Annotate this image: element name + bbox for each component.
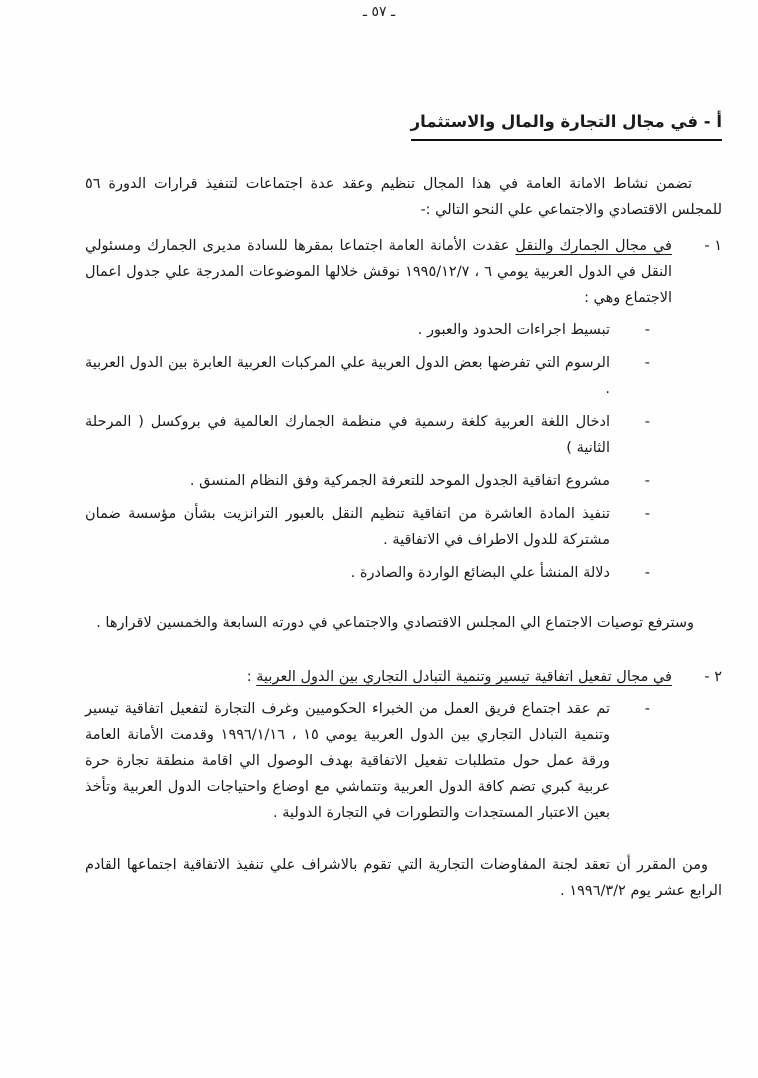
section-2-number: ٢ - — [704, 669, 722, 685]
item-text: تم عقد اجتماع فريق العمل من الخبراء الحكوميين وغرف التجارة لتفعيل اتفاقية تيسير وتنمية التبادل التجاري بين الدول العربية يومي ١٥ ، ١٩٩٦/١/١٦ وقدمت الأمانة العامة ورقة عمل حول متطلبات تفعيل الاتفاقية بهدف الوصول الي اقامة منطقة تجارة حرة عربية كبري تضم كافة الدول العربية وتتماشي مع اوضاع واحتياجات الدول العربية وتأخذ بعين الاعتبار المستجدات والتطورات في التجارة الدولية . — [85, 701, 610, 821]
item-text: دلالة المنشأ علي البضائع الواردة والصادرة . — [350, 565, 610, 581]
section-2-items — [85, 696, 722, 826]
list-item — [85, 560, 650, 586]
section-1-heading-underlined: في مجال الجمارك والنقل — [515, 238, 672, 254]
item-dash: - — [644, 414, 650, 430]
section-2-heading — [85, 664, 672, 690]
closing-paragraph: ومن المقرر أن تعقد لجنة المفاوضات التجارية التي تقوم بالاشراف علي تنفيذ الاتفاقية اجتماعها القادم الرابع عشر يوم ١٩٩٦/٣/٢ . — [85, 857, 722, 899]
item-dash: - — [644, 355, 650, 371]
section-2-heading-underlined: في مجال تفعيل اتفاقية تيسير وتنمية التبادل التجاري بين الدول العربية — [256, 669, 672, 685]
section-1-items — [85, 317, 722, 586]
list-item — [85, 468, 650, 494]
item-dash: - — [644, 473, 650, 489]
section-1-head — [85, 233, 722, 311]
list-item — [85, 696, 650, 826]
section-trade-agreement — [85, 664, 722, 826]
list-item — [85, 317, 650, 343]
page-number: ـ ٥٧ ـ — [362, 4, 396, 20]
item-dash: - — [644, 506, 650, 522]
item-text: تنفيذ المادة العاشرة من اتفاقية تنظيم النقل بالعبور الترانزيت بشأن مؤسسة ضمان مشتركة للدول الاطراف في الاتفاقية . — [85, 506, 610, 548]
intro-paragraph: تضمن نشاط الامانة العامة في هذا المجال تنظيم وعقد عدة اجتماعات لتنفيذ قرارات الدورة ٥٦ للمجلس الاقتصادي والاجتماعي علي النحو التالي :- — [85, 176, 722, 218]
item-text: الرسوم التي تفرضها بعض الدول العربية علي المركبات العربية العابرة بين الدول العربية . — [85, 355, 610, 397]
list-item — [85, 501, 650, 553]
list-item — [85, 409, 650, 461]
item-dash: - — [644, 565, 650, 581]
item-dash: - — [644, 322, 650, 338]
item-text: مشروع اتفاقية الجدول الموحد للتعرفة الجمركية وفق النظام المنسق . — [189, 473, 610, 489]
list-item — [85, 350, 650, 402]
item-dash: - — [644, 701, 650, 717]
item-text: ادخال اللغة العربية كلغة رسمية في منظمة الجمارك العالمية في بروكسل ( المرحلة الثانية ) — [85, 414, 610, 456]
document-content — [0, 20, 758, 904]
section-2-head — [85, 664, 722, 690]
section-a-header-wrap — [85, 112, 722, 141]
section-2-heading-rest: : — [246, 669, 257, 685]
item-text: تبسيط اجراءات الحدود والعبور . — [417, 322, 610, 338]
section-1-footer-paragraph: وسترفع توصيات الاجتماع الي المجلس الاقتصادي والاجتماعي في دورته السابعة والخمسين لاقرارها . — [96, 615, 694, 631]
section-1-heading-rest: عقدت الأمانة العامة اجتماعا بمقرها للسادة مديرى الجمارك ومسئولي النقل في الدول العربية يومي ٦ ، ١٩٩٥/١٢/٧ نوقش خلالها الموضوعات المدرجة علي جدول اعمال الاجتماع وهي : — [85, 238, 672, 306]
section-1-number: ١ - — [704, 238, 722, 254]
section-1-heading — [85, 233, 672, 311]
section-a-header: أ - في مجال التجارة والمال والاستثمار — [411, 112, 722, 141]
section-customs-transport — [85, 233, 722, 636]
